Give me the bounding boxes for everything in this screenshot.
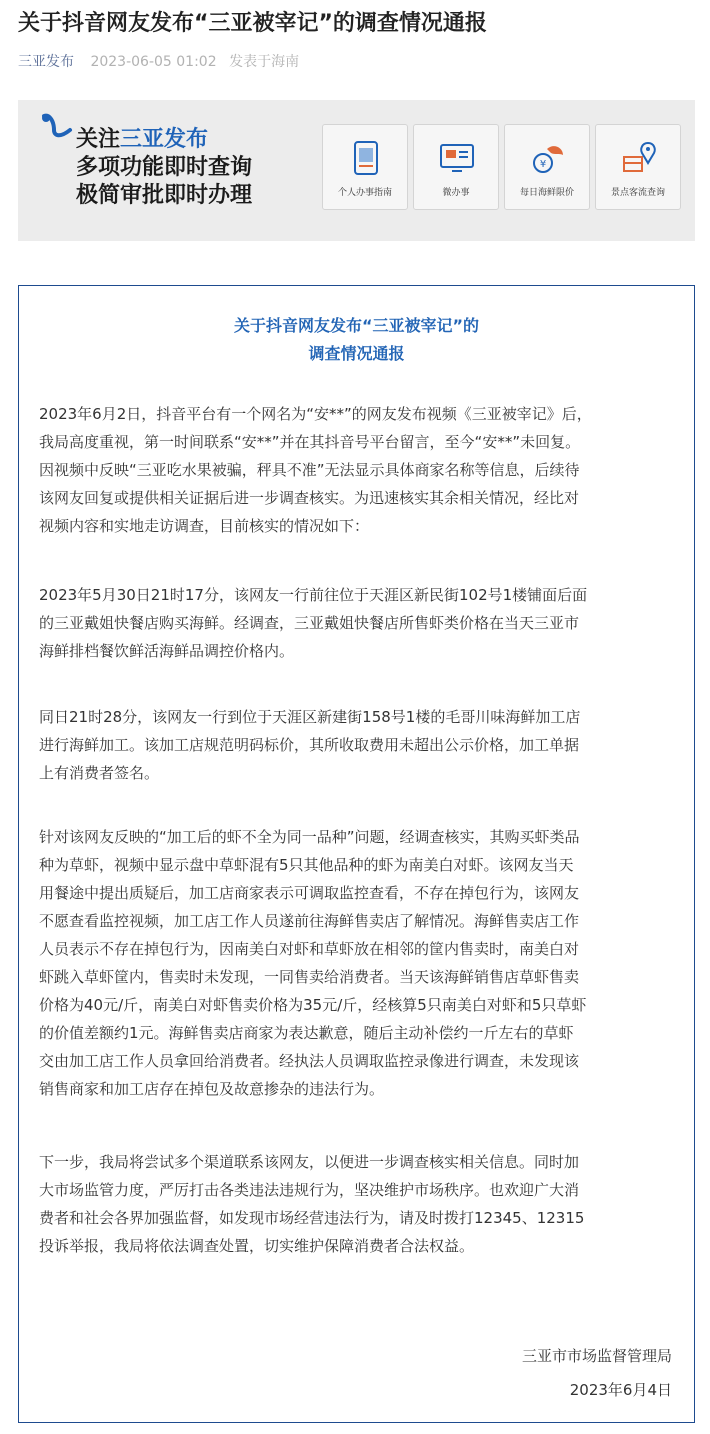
slogan-line-2: 多项功能即时查询: [76, 155, 253, 180]
micro-service-icon: [438, 139, 476, 177]
tile-scenic-traffic[interactable]: [595, 124, 681, 210]
sign-date: 2023年6月4日: [569, 1381, 672, 1399]
svg-text:¥: ¥: [539, 159, 547, 170]
scenic-traffic-icon: [620, 139, 658, 177]
paragraph-5: 下一步，我局将尝试多个渠道联系该网友，以便进一步调查核实相关信息。同时加 大市场监管力度，严厉打击各类违法违规行为，坚决维护市场秩序。也欢迎广大消 费者和社会各界加强监督，如发现市场经营违法行为，请及时拨打12345、12315 投诉举报，我局将依法调查处置，切实维护保障消费者合法权益。: [39, 1153, 585, 1255]
slogan-line-3: 极简审批即时办理: [76, 183, 253, 208]
paragraph-1: 2023年6月2日，抖音平台有一个网名为“安**”的网友发布视频《三亚被宰记》后， 我局高度重视，第一时间联系“安**”并在其抖音号平台留言，至今“安**”未回复。 因视频中反映“三亚吃水果被骗，秤具不准”无法显示具体商家名称等信息，后续待 该网友回复或提供相关证据后进一步调查核实。为迅速核实其余相关情况，经比对 视频内容和实地走访调查，目前核实的情况如下：: [39, 405, 592, 535]
bulletin-title: 关于抖音网友发布“三亚被宰记”的 调查情况通报: [233, 316, 480, 363]
swoosh-logo-icon: [40, 112, 80, 142]
tile-micro-service[interactable]: [413, 124, 499, 210]
tile-label: 微办事: [442, 188, 470, 198]
paragraph-4: 针对该网友反映的“加工后的虾不全为同一品种”问题，经调查核实，其购买虾类品 种为草虾，视频中显示盘中草虾混有5只其他品种的虾为南美白对虾。该网友当天 用餐途中提出质疑后，加工店商家表示可调取监控查看，不存在掉包行为，该网友 不愿查看监控视频，加工店工作人员遂前往海鲜售卖店了解情况。海鲜售卖店工作 人员表示不存在掉包行为，因南美白对虾和草虾放在相邻的筐内售卖时，南美白对 虾跳入草虾筐内，售卖时未发现，一同售卖给消费者。当天该海鲜销售店草虾售卖 价格为40元/斤，南美白对虾售卖价格为35元/斤，经核算5只南美白对虾和5只草虾 的价值差额约1元。海鲜售卖店商家为表达歉意，随后主动补偿约一斤左右的草虾 交由加工店工作人员拿回给消费者。经执法人员调取监控录像进行调查，未发现该 销售商家和加工店存在掉包及故意掺杂的违法行为。: [39, 828, 587, 1098]
seafood-price-icon: [529, 139, 567, 177]
publish-location: 发表于海南: [229, 54, 300, 70]
tile-personal-guide[interactable]: [322, 124, 408, 210]
personal-guide-icon: [347, 139, 385, 177]
tile-label: 每日海鲜限价: [519, 188, 574, 198]
article-title: 关于抖音网友发布“三亚被宰记”的调查情况通报: [18, 11, 487, 36]
tile-label: 景点客流查询: [610, 188, 665, 198]
tile-seafood-price[interactable]: [504, 124, 590, 210]
signature: 三亚市市场监督管理局: [521, 1347, 672, 1365]
bulletin-box: [18, 285, 695, 1423]
paragraph-2: 2023年5月30日21时17分，该网友一行前往位于天涯区新民街102号1楼铺面后面 的三亚戴姐快餐店购买海鲜。经调查，三亚戴姐快餐店所售虾类价格在当天三亚市 海鲜排档餐饮鲜活海鲜品调控价格内。: [39, 586, 588, 660]
article-meta: [18, 52, 299, 72]
account-link[interactable]: 三亚发布: [18, 54, 74, 70]
tile-label: 个人办事指南: [337, 188, 392, 198]
slogan-line-1: 关注三亚发布: [76, 127, 209, 152]
banner-slogan: [76, 126, 252, 210]
publish-date: 2023-06-05 01:02: [90, 54, 217, 70]
paragraph-3: 同日21时28分，该网友一行到位于天涯区新建街158号1楼的毛哥川味海鲜加工店 进行海鲜加工。该加工店规范明码标价，其所收取费用未超出公示价格，加工单据 上有消费者签名。: [39, 708, 581, 782]
